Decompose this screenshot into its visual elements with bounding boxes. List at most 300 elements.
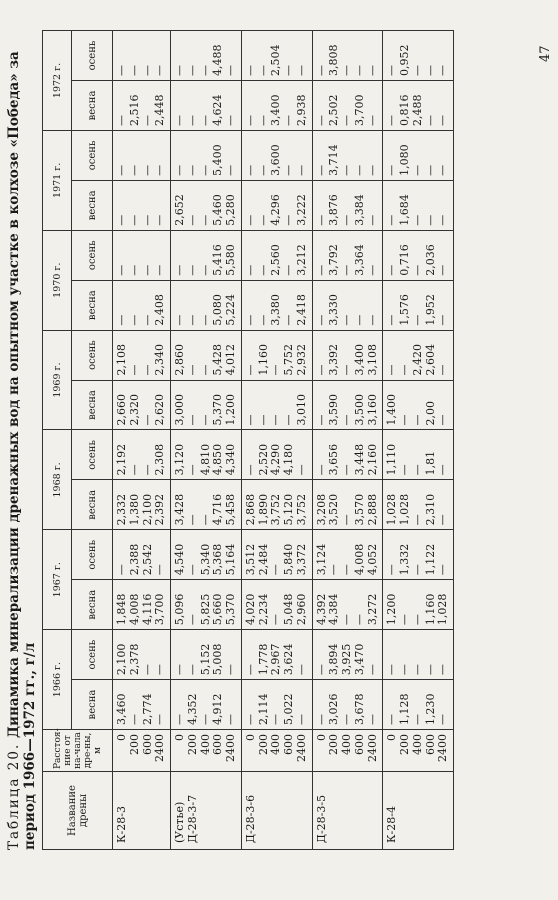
value-cell xyxy=(241,130,312,180)
value-line: 5,164 xyxy=(224,543,237,576)
col-header-autumn: осень xyxy=(72,430,113,480)
value-cell xyxy=(241,630,312,680)
value-line: 4,116 xyxy=(140,593,154,626)
value-line: 5,340 xyxy=(198,543,212,576)
value-line: 4,296 xyxy=(269,194,283,226)
value-line: — xyxy=(115,314,128,326)
value-cell xyxy=(312,580,383,630)
page-number: 47 xyxy=(538,45,553,62)
value-line: 1,080 xyxy=(398,144,411,176)
value-line: 1,952 xyxy=(423,294,437,326)
value-line: — xyxy=(140,314,154,326)
value-cell xyxy=(113,230,171,280)
col-header-year: 1968 г. xyxy=(43,430,72,530)
value-line: — xyxy=(385,114,399,126)
value-line: 3,876 xyxy=(327,194,341,226)
value-line: 1,110 xyxy=(385,443,399,476)
value-line: — xyxy=(340,264,353,276)
value-line: — xyxy=(340,614,353,626)
distance-value: 0 xyxy=(115,734,128,741)
value-line: — xyxy=(385,214,399,226)
value-line: — xyxy=(352,314,366,326)
value-line: — xyxy=(269,364,283,376)
value-cell xyxy=(113,430,171,480)
value-cell xyxy=(312,81,383,131)
value-cell xyxy=(383,180,454,230)
value-line: — xyxy=(410,714,424,725)
table-caption xyxy=(6,50,38,850)
value-line: 3,700 xyxy=(153,593,167,626)
value-line: — xyxy=(256,264,270,276)
col-header-year: 1967 г. xyxy=(43,530,72,630)
distance-cell xyxy=(312,730,383,772)
value-line: — xyxy=(365,714,379,725)
value-cell xyxy=(312,330,383,380)
value-line: 2,388 xyxy=(127,543,141,576)
value-line: 4,392 xyxy=(314,593,328,626)
value-line: 5,120 xyxy=(282,493,295,526)
drain-name: Д-28-3-5 xyxy=(314,794,328,843)
value-cell xyxy=(171,530,242,580)
value-line: 4,716 xyxy=(211,493,225,526)
value-cell xyxy=(383,630,454,680)
value-line: 3,026 xyxy=(327,693,341,725)
value-line: 3,600 xyxy=(269,144,283,176)
value-line: — xyxy=(340,214,353,226)
value-line: — xyxy=(436,414,450,426)
table-row xyxy=(241,31,312,850)
value-line: 2,542 xyxy=(140,543,154,576)
value-line: — xyxy=(173,164,186,176)
table-row xyxy=(383,31,454,850)
value-line: 1,380 xyxy=(127,493,141,526)
value-line: — xyxy=(282,314,295,326)
value-line: — xyxy=(352,614,366,626)
value-line: — xyxy=(314,114,328,126)
distance-value: 200 xyxy=(398,734,411,755)
distance-value: 200 xyxy=(185,734,199,755)
value-line: 3,448 xyxy=(352,443,366,476)
value-line: — xyxy=(410,464,424,476)
value-line: — xyxy=(198,214,212,226)
value-line: 5,460 xyxy=(211,194,225,226)
value-line: 2,660 xyxy=(115,393,128,426)
value-line: 5,660 xyxy=(211,593,225,626)
value-line: 3,512 xyxy=(243,543,257,576)
value-line: — xyxy=(340,314,353,326)
drain-note: (Устье) xyxy=(173,801,186,843)
value-line: 2,960 xyxy=(294,593,308,626)
value-line: — xyxy=(314,264,328,276)
value-cell xyxy=(113,680,171,730)
value-line: 2,938 xyxy=(294,94,308,126)
value-line: — xyxy=(127,164,141,176)
value-line: — xyxy=(243,314,257,326)
value-line: 2,100 xyxy=(115,643,128,676)
col-header-spring: весна xyxy=(72,480,113,530)
value-line: 4,810 xyxy=(198,443,212,476)
value-line: 5,080 xyxy=(211,294,225,326)
value-line: — xyxy=(340,364,353,376)
value-line: 1,122 xyxy=(423,543,437,576)
distance-value: 600 xyxy=(211,734,225,755)
value-cell xyxy=(383,530,454,580)
distance-value: 200 xyxy=(327,734,341,755)
value-line: — xyxy=(256,65,270,77)
value-line: — xyxy=(282,264,295,276)
value-line: — xyxy=(185,214,199,226)
value-line: 3,500 xyxy=(352,393,366,426)
value-cell xyxy=(241,430,312,480)
value-cell xyxy=(241,180,312,230)
value-line: 1,160 xyxy=(423,593,437,626)
value-line: 2,860 xyxy=(173,344,186,376)
value-line: — xyxy=(314,164,328,176)
value-line: — xyxy=(410,514,424,526)
value-line: 5,368 xyxy=(211,543,225,576)
value-line: 4,912 xyxy=(211,693,225,725)
value-cell xyxy=(312,31,383,81)
value-line: 3,212 xyxy=(294,244,308,276)
value-line: 2,308 xyxy=(153,443,167,476)
value-line: 4,352 xyxy=(185,693,199,725)
value-line: — xyxy=(140,214,154,226)
value-line: 3,400 xyxy=(352,344,366,376)
distance-value: 0 xyxy=(243,734,257,741)
value-line: — xyxy=(173,664,186,676)
value-line: — xyxy=(410,414,424,426)
value-cell xyxy=(241,680,312,730)
value-line: 2,114 xyxy=(256,693,270,725)
value-line: 4,020 xyxy=(243,593,257,626)
value-line: — xyxy=(198,714,212,725)
value-line: — xyxy=(127,264,141,276)
value-line: 4,624 xyxy=(211,94,225,126)
col-header-name: Название дрены xyxy=(43,772,113,850)
value-line: — xyxy=(398,614,411,626)
value-cell xyxy=(241,31,312,81)
value-line: 3,925 xyxy=(340,643,353,676)
value-cell xyxy=(241,530,312,580)
col-header-autumn: осень xyxy=(72,130,113,180)
value-line: — xyxy=(185,514,199,526)
value-cell xyxy=(383,81,454,131)
value-cell xyxy=(113,530,171,580)
col-header-spring: весна xyxy=(72,81,113,131)
value-line: — xyxy=(314,714,328,725)
value-line: — xyxy=(340,714,353,725)
value-cell xyxy=(171,630,242,680)
value-line: 3,392 xyxy=(327,344,341,376)
value-line: — xyxy=(256,414,270,426)
value-line: — xyxy=(115,564,128,576)
value-line: — xyxy=(243,114,257,126)
value-line: — xyxy=(140,264,154,276)
value-line: — xyxy=(173,264,186,276)
col-header-year: 1971 г. xyxy=(43,130,72,230)
value-line: — xyxy=(269,614,283,626)
value-line: — xyxy=(294,464,308,476)
value-cell xyxy=(171,230,242,280)
value-line: — xyxy=(410,214,424,226)
value-cell xyxy=(171,480,242,530)
value-line: — xyxy=(385,164,399,176)
value-line: — xyxy=(256,214,270,226)
value-cell xyxy=(312,430,383,480)
distance-value: 400 xyxy=(340,734,353,755)
value-line: 2,484 xyxy=(256,543,270,576)
value-line: 1,332 xyxy=(398,543,411,576)
value-line: — xyxy=(294,714,308,725)
distance-value: 0 xyxy=(173,734,186,741)
value-line: — xyxy=(127,314,141,326)
value-line: — xyxy=(314,464,328,476)
value-line: — xyxy=(423,114,437,126)
value-line: — xyxy=(365,65,379,77)
value-line: 3,222 xyxy=(294,194,308,226)
col-header-year: 1966 г. xyxy=(43,630,72,730)
distance-value: 0 xyxy=(314,734,328,741)
value-line: — xyxy=(436,65,450,77)
value-line: — xyxy=(224,65,237,77)
value-line: — xyxy=(198,314,212,326)
value-line: 3,624 xyxy=(282,643,295,676)
value-line: — xyxy=(224,664,237,676)
drain-name: Д-28-3-6 xyxy=(243,794,257,843)
distance-value: 0 xyxy=(385,734,399,741)
value-cell xyxy=(171,130,242,180)
value-line: 2,036 xyxy=(423,244,437,276)
value-line: — xyxy=(385,264,399,276)
value-line: 5,400 xyxy=(211,144,225,176)
value-line: 5,840 xyxy=(282,543,295,576)
value-cell xyxy=(312,630,383,680)
col-header-year: 1969 г. xyxy=(43,330,72,430)
value-line: 5,428 xyxy=(211,344,225,376)
value-line: 3,752 xyxy=(269,493,283,526)
value-line: — xyxy=(314,314,328,326)
value-line: — xyxy=(282,164,295,176)
value-line: — xyxy=(282,65,295,77)
value-cell xyxy=(383,31,454,81)
value-line: — xyxy=(140,664,154,676)
value-line: 2,408 xyxy=(153,294,167,326)
value-line: — xyxy=(294,65,308,77)
value-line: — xyxy=(436,164,450,176)
value-cell xyxy=(383,580,454,630)
value-cell xyxy=(171,280,242,330)
value-cell xyxy=(171,380,242,430)
value-line: 3,678 xyxy=(352,693,366,725)
value-cell xyxy=(383,330,454,380)
value-line: 2,868 xyxy=(243,493,257,526)
drain-name: Д-28-3-7 xyxy=(185,794,199,843)
value-line: 2,420 xyxy=(410,344,424,376)
value-line: — xyxy=(140,464,154,476)
distance-value: 200 xyxy=(256,734,270,755)
value-line: — xyxy=(153,264,167,276)
value-line: — xyxy=(314,414,328,426)
value-line: — xyxy=(224,714,237,725)
value-cell xyxy=(113,380,171,430)
value-line: — xyxy=(256,114,270,126)
value-line: — xyxy=(127,714,141,725)
value-line: 3,010 xyxy=(294,393,308,426)
distance-value: 2400 xyxy=(153,734,167,762)
value-line: 2,100 xyxy=(140,493,154,526)
value-line: 2,502 xyxy=(327,94,341,126)
value-line: — xyxy=(140,364,154,376)
value-line: — xyxy=(153,214,167,226)
value-line: 3,384 xyxy=(352,194,366,226)
value-line: 1,848 xyxy=(115,593,128,626)
value-cell xyxy=(113,180,171,230)
value-line: — xyxy=(436,664,450,676)
value-line: 1,160 xyxy=(256,344,270,376)
value-line: — xyxy=(340,414,353,426)
drain-name-cell xyxy=(171,772,242,850)
value-line: 4,180 xyxy=(282,443,295,476)
value-cell xyxy=(241,580,312,630)
value-line: 0,816 xyxy=(398,94,411,126)
value-line: — xyxy=(127,364,141,376)
value-line: 4,540 xyxy=(173,543,186,576)
value-line: — xyxy=(385,564,399,576)
value-line: — xyxy=(224,114,237,126)
value-line: — xyxy=(410,314,424,326)
value-line: — xyxy=(385,65,399,77)
value-line: — xyxy=(423,65,437,77)
value-line: — xyxy=(436,264,450,276)
value-cell xyxy=(312,480,383,530)
value-cell xyxy=(113,330,171,380)
value-line: — xyxy=(256,314,270,326)
value-line: 4,008 xyxy=(352,543,366,576)
value-line: — xyxy=(385,314,399,326)
value-cell xyxy=(171,430,242,480)
value-cell xyxy=(383,430,454,480)
value-cell xyxy=(113,580,171,630)
value-cell xyxy=(383,680,454,730)
header-row-years xyxy=(43,31,72,850)
value-line: 3,752 xyxy=(294,493,308,526)
value-line: — xyxy=(185,614,199,626)
value-cell xyxy=(171,680,242,730)
value-line: 4,850 xyxy=(211,443,225,476)
value-line: — xyxy=(410,664,424,676)
value-line: — xyxy=(385,364,399,376)
value-line: — xyxy=(153,714,167,725)
value-line: — xyxy=(198,264,212,276)
value-line: — xyxy=(436,114,450,126)
value-line: — xyxy=(385,664,399,676)
value-line: — xyxy=(340,164,353,176)
value-line: — xyxy=(314,214,328,226)
value-cell xyxy=(241,380,312,430)
value-line: 3,272 xyxy=(365,593,379,626)
value-line: 5,048 xyxy=(282,593,295,626)
value-line: 4,340 xyxy=(224,443,237,476)
value-cell xyxy=(312,180,383,230)
value-cell xyxy=(241,330,312,380)
value-line: 3,570 xyxy=(352,493,366,526)
value-line: — xyxy=(140,114,154,126)
value-line: 5,022 xyxy=(282,693,295,725)
value-line: 3,372 xyxy=(294,543,308,576)
value-line: — xyxy=(185,164,199,176)
distance-value: 600 xyxy=(352,734,366,755)
value-line: — xyxy=(294,664,308,676)
value-cell xyxy=(241,230,312,280)
value-cell xyxy=(113,130,171,180)
value-line: — xyxy=(127,65,141,77)
value-line: — xyxy=(185,65,199,77)
value-line: — xyxy=(115,65,128,77)
value-line: — xyxy=(410,264,424,276)
value-line: — xyxy=(365,214,379,226)
drain-name: К-28-3 xyxy=(115,806,128,843)
value-line: 1,028 xyxy=(385,493,399,526)
value-line: 2,160 xyxy=(365,443,379,476)
value-line: — xyxy=(198,114,212,126)
value-line: 3,470 xyxy=(352,643,366,676)
distance-cell xyxy=(241,730,312,772)
value-line: 2,234 xyxy=(256,593,270,626)
value-line: 5,458 xyxy=(224,493,237,526)
value-line: — xyxy=(224,164,237,176)
value-line: — xyxy=(198,414,212,426)
value-line: 5,370 xyxy=(224,593,237,626)
value-cell xyxy=(113,630,171,680)
value-line: 2,00 xyxy=(423,400,437,426)
distance-value: 600 xyxy=(282,734,295,755)
value-cell xyxy=(383,380,454,430)
value-line: — xyxy=(256,164,270,176)
value-line: — xyxy=(410,614,424,626)
value-line: 2,392 xyxy=(153,493,167,526)
value-line: 5,416 xyxy=(211,244,225,276)
table-row xyxy=(312,31,383,850)
value-line: 2,192 xyxy=(115,443,128,476)
value-line: 3,808 xyxy=(327,44,341,77)
value-line: 2,448 xyxy=(153,94,167,126)
value-line: — xyxy=(340,65,353,77)
caption-prefix: Таблица 20. xyxy=(6,742,22,850)
value-line: — xyxy=(243,65,257,77)
value-line: — xyxy=(282,414,295,426)
value-line: 5,825 xyxy=(198,593,212,626)
value-line: — xyxy=(365,314,379,326)
value-line: — xyxy=(185,314,199,326)
value-line: 1,028 xyxy=(398,493,411,526)
value-line: 5,224 xyxy=(224,294,237,326)
value-line: 2,967 xyxy=(269,643,283,676)
value-line: — xyxy=(198,364,212,376)
value-line: — xyxy=(127,464,141,476)
value-line: — xyxy=(198,164,212,176)
distance-value: 400 xyxy=(269,734,283,755)
drain-name-cell xyxy=(312,772,383,850)
value-cell xyxy=(113,31,171,81)
distance-value: 2400 xyxy=(365,734,379,762)
value-line: 2,620 xyxy=(153,393,167,426)
value-line: — xyxy=(365,164,379,176)
value-cell xyxy=(383,130,454,180)
value-line: 1,028 xyxy=(436,593,450,626)
value-cell xyxy=(312,130,383,180)
value-line: — xyxy=(243,164,257,176)
value-cell xyxy=(312,530,383,580)
